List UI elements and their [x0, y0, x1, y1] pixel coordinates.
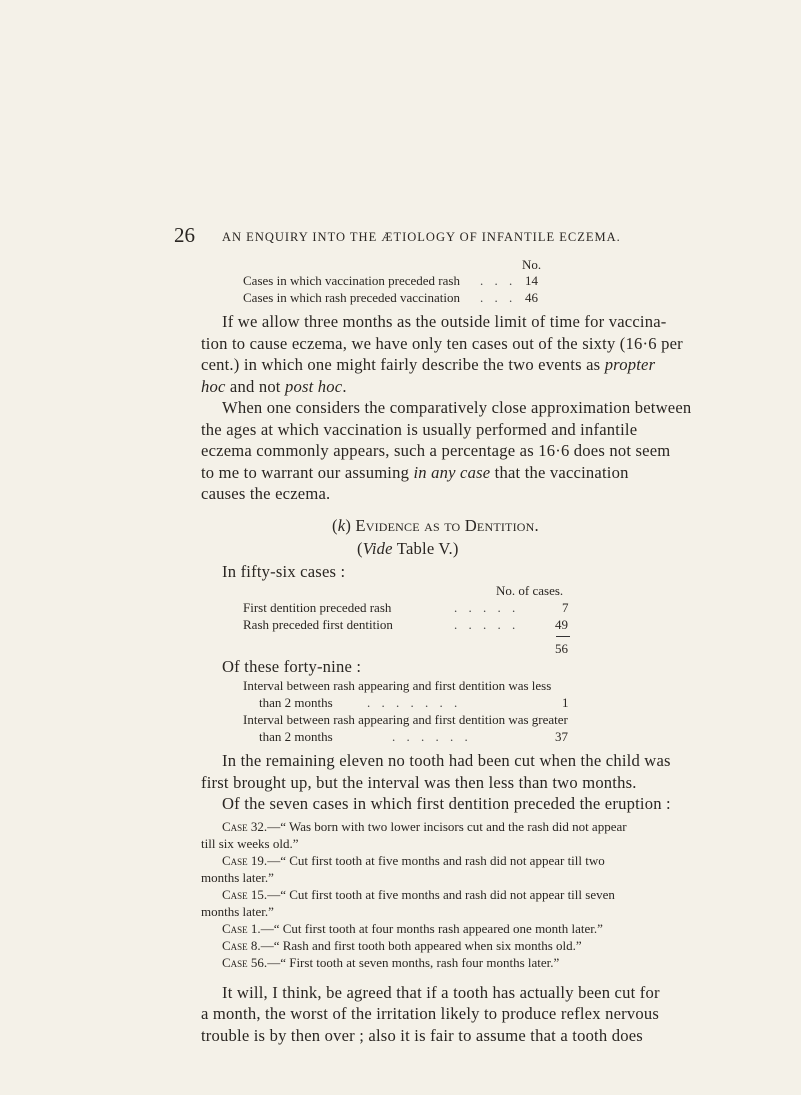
section-heading: (k) Evidence as to Dentition.	[332, 516, 539, 535]
forty-nine-intro: Of these forty-nine :	[222, 657, 362, 676]
section-subheading: (Vide Table V.)	[357, 539, 459, 558]
case-label: Case 32.	[222, 819, 268, 834]
paragraph-line: When one considers the comparatively close approximation between	[222, 398, 692, 417]
paragraph-line: trouble is by then over ; also it is fair to assume that a tooth does	[201, 1026, 643, 1045]
interval-row-line: Interval between rash appearing and first dentition was greater	[243, 712, 568, 727]
paragraph-line: Of the seven cases in which first dentition preceded the eruption :	[222, 794, 671, 813]
paragraph-line: causes the eczema.	[201, 484, 331, 503]
paragraph-line: cent.) in which one might fairly describe the two events as propter	[201, 355, 656, 374]
case-entry: Case 15.—“ Cut first tooth at five months and rash did not appear till seven	[222, 887, 615, 902]
case-label: Case 15.	[222, 887, 268, 902]
case-label: Case 56.	[222, 955, 268, 970]
interval-row-line: Interval between rash appearing and first dentition was less	[243, 678, 552, 693]
dentition-row-leaders: . . . . .	[454, 600, 520, 615]
interval-row-leaders: . . . . . .	[392, 729, 472, 744]
vaccination-column-header: No.	[522, 257, 542, 272]
vaccination-row-label: Cases in which vaccination preceded rash	[243, 273, 460, 288]
paragraph-line: first brought up, but the interval was then less than two months.	[201, 773, 637, 792]
case-entry: Case 1.—“ Cut first tooth at four months rash appeared one month later.”	[222, 921, 603, 936]
paragraph-line: If we allow three months as the outside limit of time for vaccina-	[222, 312, 667, 331]
sum-rule	[556, 636, 570, 637]
case-label: Case 19.	[222, 853, 268, 868]
dentition-total: 56	[555, 641, 568, 656]
interval-row-value: 1	[562, 695, 569, 710]
case-label: Case 1.	[222, 921, 261, 936]
page-number: 26	[174, 223, 195, 247]
paragraph-line: tion to cause eczema, we have only ten cases out of the sixty (16·6 per	[201, 334, 683, 353]
case-entry: Case 8.—“ Rash and first tooth both appeared when six months old.”	[222, 938, 582, 953]
vaccination-row-value: 14	[525, 273, 538, 288]
case-entry: Case 19.—“ Cut first tooth at five months and rash did not appear till two	[222, 853, 605, 868]
case-label: Case 8.	[222, 938, 261, 953]
paragraph-line: eczema commonly appears, such a percentage as 16·6 does not seem	[201, 441, 671, 460]
dentition-intro: In fifty-six cases :	[222, 562, 346, 581]
paragraph-line: the ages at which vaccination is usually performed and infantile	[201, 420, 638, 439]
paragraph-line: to me to warrant our assuming in any case that the vaccination	[201, 463, 629, 482]
running-title: AN ENQUIRY INTO THE ÆTIOLOGY OF INFANTILE ECZEMA.	[222, 230, 621, 244]
paragraph-line: In the remaining eleven no tooth had been cut when the child was	[222, 751, 671, 770]
paragraph-line: It will, I think, be agreed that if a tooth has actually been cut for	[222, 983, 660, 1002]
vaccination-row-value: 46	[525, 290, 538, 305]
interval-row-value: 37	[555, 729, 568, 744]
interval-row-line: than 2 months	[259, 729, 333, 744]
vaccination-row-label: Cases in which rash preceded vaccination	[243, 290, 460, 305]
dentition-row-value: 49	[555, 617, 568, 632]
case-entry: Case 56.—“ First tooth at seven months, rash four months later.”	[222, 955, 560, 970]
dentition-column-header: No. of cases.	[496, 583, 564, 598]
case-entry-continued: months later.”	[201, 870, 274, 885]
dentition-row-leaders: . . . . .	[454, 617, 520, 632]
case-entry-continued: till six weeks old.”	[201, 836, 299, 851]
interval-row-leaders: . . . . . . .	[367, 695, 462, 710]
case-entry: Case 32.—“ Was born with two lower incisors cut and the rash did not appear	[222, 819, 627, 834]
paragraph-line: hoc and not post hoc.	[201, 377, 347, 396]
vaccination-row-leaders: . . .	[480, 290, 517, 305]
dentition-row-label: First dentition preceded rash	[243, 600, 392, 615]
interval-row-line: than 2 months	[259, 695, 333, 710]
dentition-row-value: 7	[562, 600, 569, 615]
dentition-row-label: Rash preceded first dentition	[243, 617, 393, 632]
paragraph-line: a month, the worst of the irritation likely to produce reflex nervous	[201, 1004, 660, 1023]
case-entry-continued: months later.”	[201, 904, 274, 919]
vaccination-row-leaders: . . .	[480, 273, 517, 288]
